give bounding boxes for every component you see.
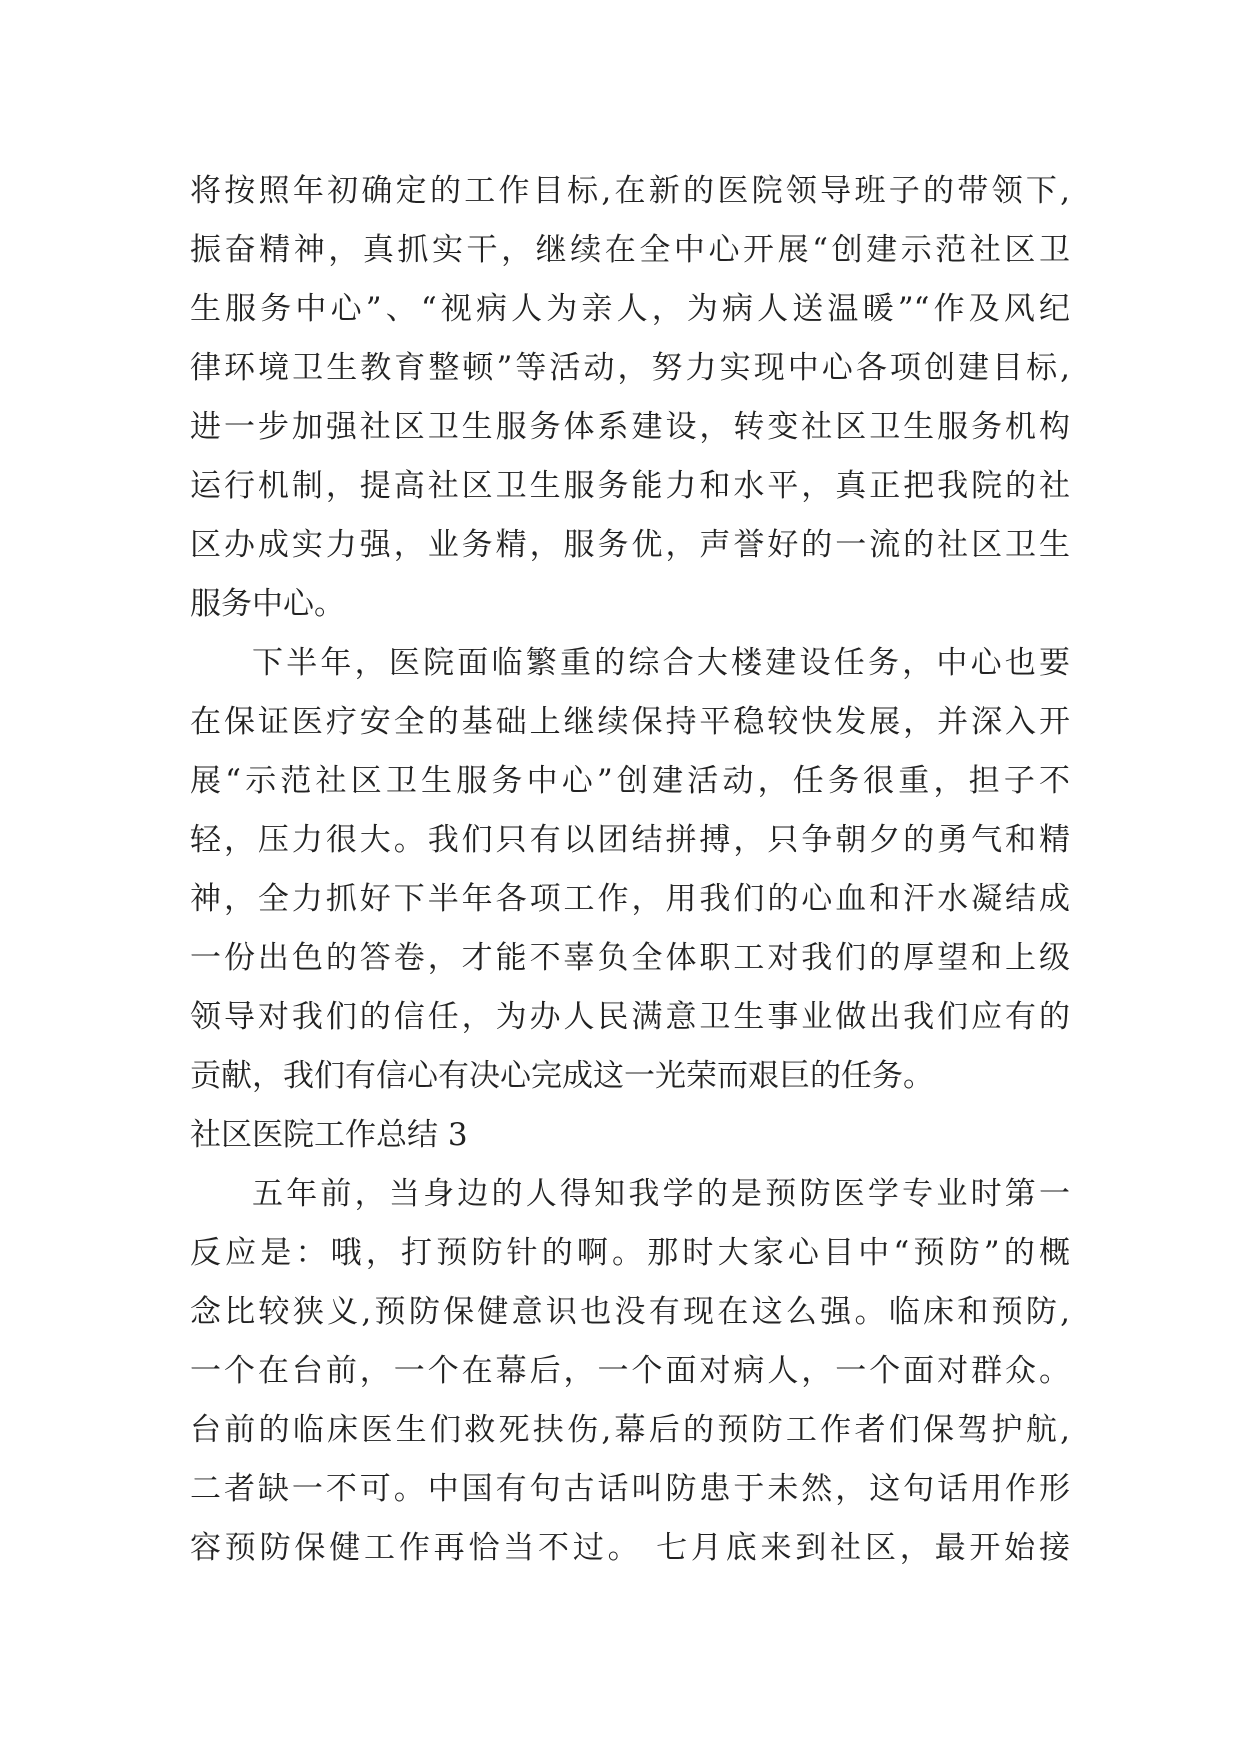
text-line: 神，全力抓好下半年各项工作，用我们的心血和汗水凝结成: [190, 881, 1070, 917]
paragraph-section-3: [190, 1165, 1070, 1578]
text-line: 容预防保健工作再恰当不过。 七月底来到社区，最开始接: [190, 1530, 1070, 1566]
text-line: 二者缺一不可。中国有句古话叫防患于未然，这句话用作形: [190, 1471, 1070, 1507]
text-line: 一个在台前，一个在幕后，一个面对病人，一个面对群众。: [190, 1353, 1070, 1389]
section-heading: 社区医院工作总结 3: [190, 1117, 468, 1153]
text-line: 区办成实力强，业务精，服务优，声誉好的一流的社区卫生: [190, 527, 1070, 563]
text-line: 领导对我们的信任，为办人民满意卫生事业做出我们应有的: [190, 999, 1070, 1035]
text-line: 在保证医疗安全的基础上继续保持平稳较快发展，并深入开: [190, 704, 1070, 740]
text-line: 将按照年初确定的工作目标,在新的医院领导班子的带领下,: [190, 173, 1070, 209]
text-line: 生服务中心”、“视病人为亲人，为病人送温暖”“作及风纪: [190, 291, 1070, 327]
text-line: 贡献，我们有信心有决心完成这一光荣而艰巨的任务。: [190, 1058, 934, 1094]
text-line: 进一步加强社区卫生服务体系建设，转变社区卫生服务机构: [190, 409, 1070, 445]
text-line: 服务中心。: [190, 586, 345, 622]
text-line: 运行机制，提高社区卫生服务能力和水平，真正把我院的社: [190, 468, 1070, 504]
text-line: 下半年，医院面临繁重的综合大楼建设任务，中心也要: [252, 645, 1070, 681]
text-line: 一份出色的答卷，才能不辜负全体职工对我们的厚望和上级: [190, 940, 1070, 976]
text-line: 展“示范社区卫生服务中心”创建活动，任务很重，担子不: [190, 763, 1070, 799]
text-line: 轻，压力很大。我们只有以团结拼搏，只争朝夕的勇气和精: [190, 822, 1070, 858]
text-line: 反应是：哦，打预防针的啊。那时大家心目中“预防”的概: [190, 1235, 1070, 1271]
text-line: 念比较狭义,预防保健意识也没有现在这么强。临床和预防,: [190, 1294, 1070, 1330]
paragraph-continued: [190, 162, 1070, 634]
document-body: [190, 162, 1070, 1578]
text-line: 律环境卫生教育整顿”等活动，努力实现中心各项创建目标,: [190, 350, 1070, 386]
paragraph-second-half: [190, 634, 1070, 1106]
text-line: 台前的临床医生们救死扶伤,幕后的预防工作者们保驾护航,: [190, 1412, 1070, 1448]
text-line: 五年前，当身边的人得知我学的是预防医学专业时第一: [252, 1176, 1070, 1212]
text-line: 振奋精神，真抓实干，继续在全中心开展“创建示范社区卫: [190, 232, 1070, 268]
